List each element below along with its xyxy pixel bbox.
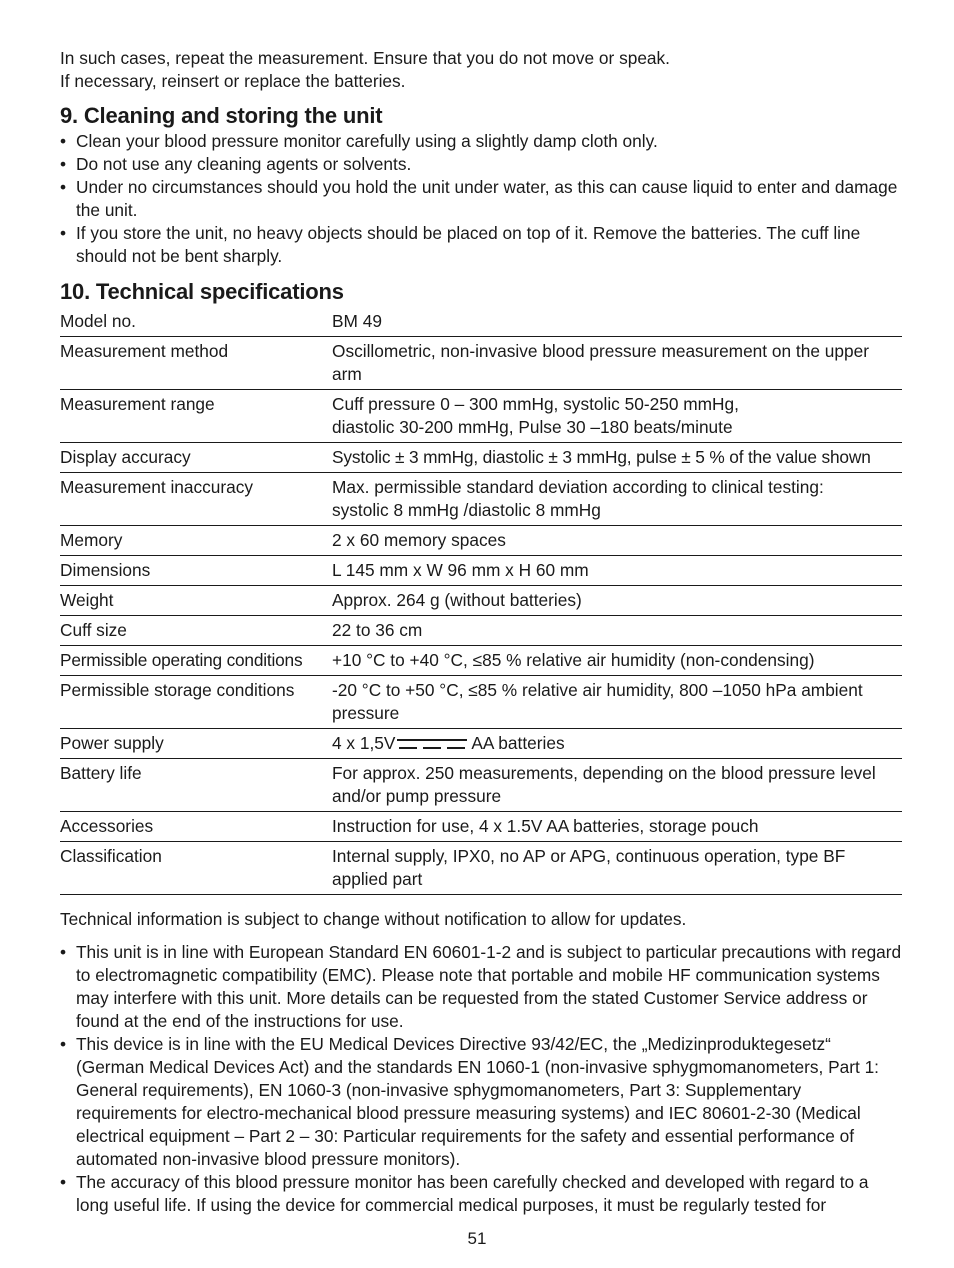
- spec-value: Cuff pressure 0 – 300 mmHg, systolic 50-250 mmHg, diastolic 30-200 mmHg, Pulse 30 –180 beats/minute: [332, 394, 739, 437]
- page-number: 51: [467, 1229, 487, 1248]
- table-row: [60, 676, 902, 729]
- section-heading-specs: 10. Technical specifications: [60, 279, 344, 304]
- intro-text: [60, 47, 902, 93]
- spec-value: For approx. 250 measurements, depending on the blood pressure level and/or pump pressure: [332, 763, 876, 806]
- table-row: [60, 473, 902, 526]
- spec-value: Oscillometric, non-invasive blood pressure measurement on the upper arm: [332, 341, 869, 384]
- list-item: • If you store the unit, no heavy objects should be placed on top of it. Remove the batteries. The cuff line should not be bent sharply.: [60, 222, 902, 268]
- spec-value: [332, 729, 902, 759]
- specs-table: [60, 308, 902, 895]
- spec-label: Cuff size: [60, 620, 127, 640]
- spec-label: Permissible operating conditions: [60, 650, 303, 670]
- spec-value: Internal supply, IPX0, no AP or APG, continuous operation, type BF applied part: [332, 846, 846, 889]
- spec-label: Accessories: [60, 816, 154, 836]
- intro-line: If necessary, reinsert or replace the batteries.: [60, 71, 406, 91]
- table-row: [60, 842, 902, 895]
- spec-value: Instruction for use, 4 x 1.5V AA batteries, storage pouch: [332, 816, 759, 836]
- table-row: [60, 616, 902, 646]
- list-item: • Under no circumstances should you hold the unit under water, as this can cause liquid to enter and damage the unit.: [60, 176, 902, 222]
- spec-value: Max. permissible standard deviation according to clinical testing: systolic 8 mmHg /diastolic 8 mmHg: [332, 477, 824, 520]
- spec-label: Measurement range: [60, 394, 215, 414]
- spec-label: Weight: [60, 590, 114, 610]
- spec-label: Memory: [60, 530, 123, 550]
- list-item: • Do not use any cleaning agents or solvents.: [60, 153, 902, 176]
- spec-value: Approx. 264 g (without batteries): [332, 590, 582, 610]
- table-row: [60, 526, 902, 556]
- specs-note: Technical information is subject to change without notification to allow for updates.: [60, 909, 687, 929]
- table-row: [60, 443, 902, 473]
- spec-label: Permissible storage conditions: [60, 680, 295, 700]
- list-item: • This device is in line with the EU Medical Devices Directive 93/42/EC, the „Medizinproduktegesetz“ (German Medical Devices Act) and the standards EN 1060-1 (non-invasive sphygmomanometers, Part 1: General requirements), EN 1060-3 (non-invasive sphygmomanometers, Part 3: Supplementary requirements for electro-mechanical blood pressure measuring systems) and IEC 80601-2-30 (Medical electrical equipment – Part 2 – 30: Particular requirements for the safety and essential performance of automated non-invasive blood pressure monitors).: [60, 1033, 902, 1171]
- spec-value: +10 °C to +40 °C, ≤85 % relative air humidity (non-condensing): [332, 650, 815, 670]
- spec-value: -20 °C to +50 °C, ≤85 % relative air humidity, 800 –1050 hPa ambient pressure: [332, 680, 863, 723]
- table-row: [60, 556, 902, 586]
- spec-value: 22 to 36 cm: [332, 620, 423, 640]
- list-item: • This unit is in line with European Standard EN 60601-1-2 and is subject to particular precautions with regard to electromagnetic compatibility (EMC). Please note that portable and mobile HF communication systems may interfere with this unit. More details can be requested from the stated Customer Service address or found at the end of the instructions for use.: [60, 941, 902, 1033]
- table-row: [60, 390, 902, 443]
- table-row: [60, 812, 902, 842]
- table-row: [60, 729, 902, 759]
- spec-value: BM 49: [332, 311, 382, 331]
- dc-current-icon: [397, 738, 467, 750]
- compliance-list: [60, 941, 902, 1217]
- power-prefix: 4 x 1,5V: [332, 733, 396, 753]
- spec-label: Dimensions: [60, 560, 151, 580]
- intro-line: In such cases, repeat the measurement. Ensure that you do not move or speak.: [60, 48, 670, 68]
- table-row: [60, 337, 902, 390]
- spec-label: Power supply: [60, 733, 164, 753]
- page: [60, 47, 902, 1217]
- list-item: • Clean your blood pressure monitor carefully using a slightly damp cloth only.: [60, 130, 902, 153]
- section-heading-cleaning: 9. Cleaning and storing the unit: [60, 103, 383, 128]
- table-row: [60, 646, 902, 676]
- table-row: [60, 308, 902, 337]
- table-row: [60, 759, 902, 812]
- spec-label: Model no.: [60, 311, 136, 331]
- spec-value: 2 x 60 memory spaces: [332, 530, 506, 550]
- cleaning-list: [60, 130, 902, 268]
- list-item: • The accuracy of this blood pressure monitor has been carefully checked and developed with regard to a long useful life. If using the device for commercial medical purposes, it must be regularly tested for: [60, 1171, 902, 1217]
- spec-label: Classification: [60, 846, 162, 866]
- spec-label: Measurement inaccuracy: [60, 477, 254, 497]
- spec-value: L 145 mm x W 96 mm x H 60 mm: [332, 560, 589, 580]
- table-row: [60, 586, 902, 616]
- spec-label: Display accuracy: [60, 447, 191, 467]
- spec-label: Battery life: [60, 763, 142, 783]
- power-suffix: AA batteries: [471, 733, 565, 753]
- spec-value: Systolic ± 3 mmHg, diastolic ± 3 mmHg, pulse ± 5 % of the value shown: [332, 447, 871, 467]
- spec-label: Measurement method: [60, 341, 229, 361]
